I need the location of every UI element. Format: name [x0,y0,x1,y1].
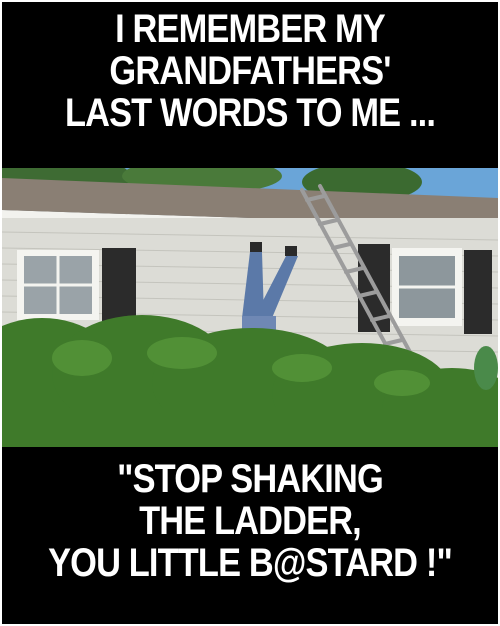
left-shutter [102,248,136,324]
top-caption-line: GRANDFATHERS' [109,49,391,93]
hose-reel [474,346,498,390]
bottom-caption-line: THE LADDER, [139,499,361,543]
house-scene-illustration [2,168,498,447]
top-caption-line: LAST WORDS TO ME ... [64,91,436,135]
right-shutter-right [464,250,492,334]
bottom-caption-line: "STOP SHAKING [117,457,383,501]
bottom-caption-line: YOU LITTLE B@STARD !" [48,541,452,585]
top-caption [37,8,464,134]
bottom-caption [37,458,464,584]
meme-photo [2,168,498,447]
top-caption-line: I REMEMBER MY [115,7,385,51]
